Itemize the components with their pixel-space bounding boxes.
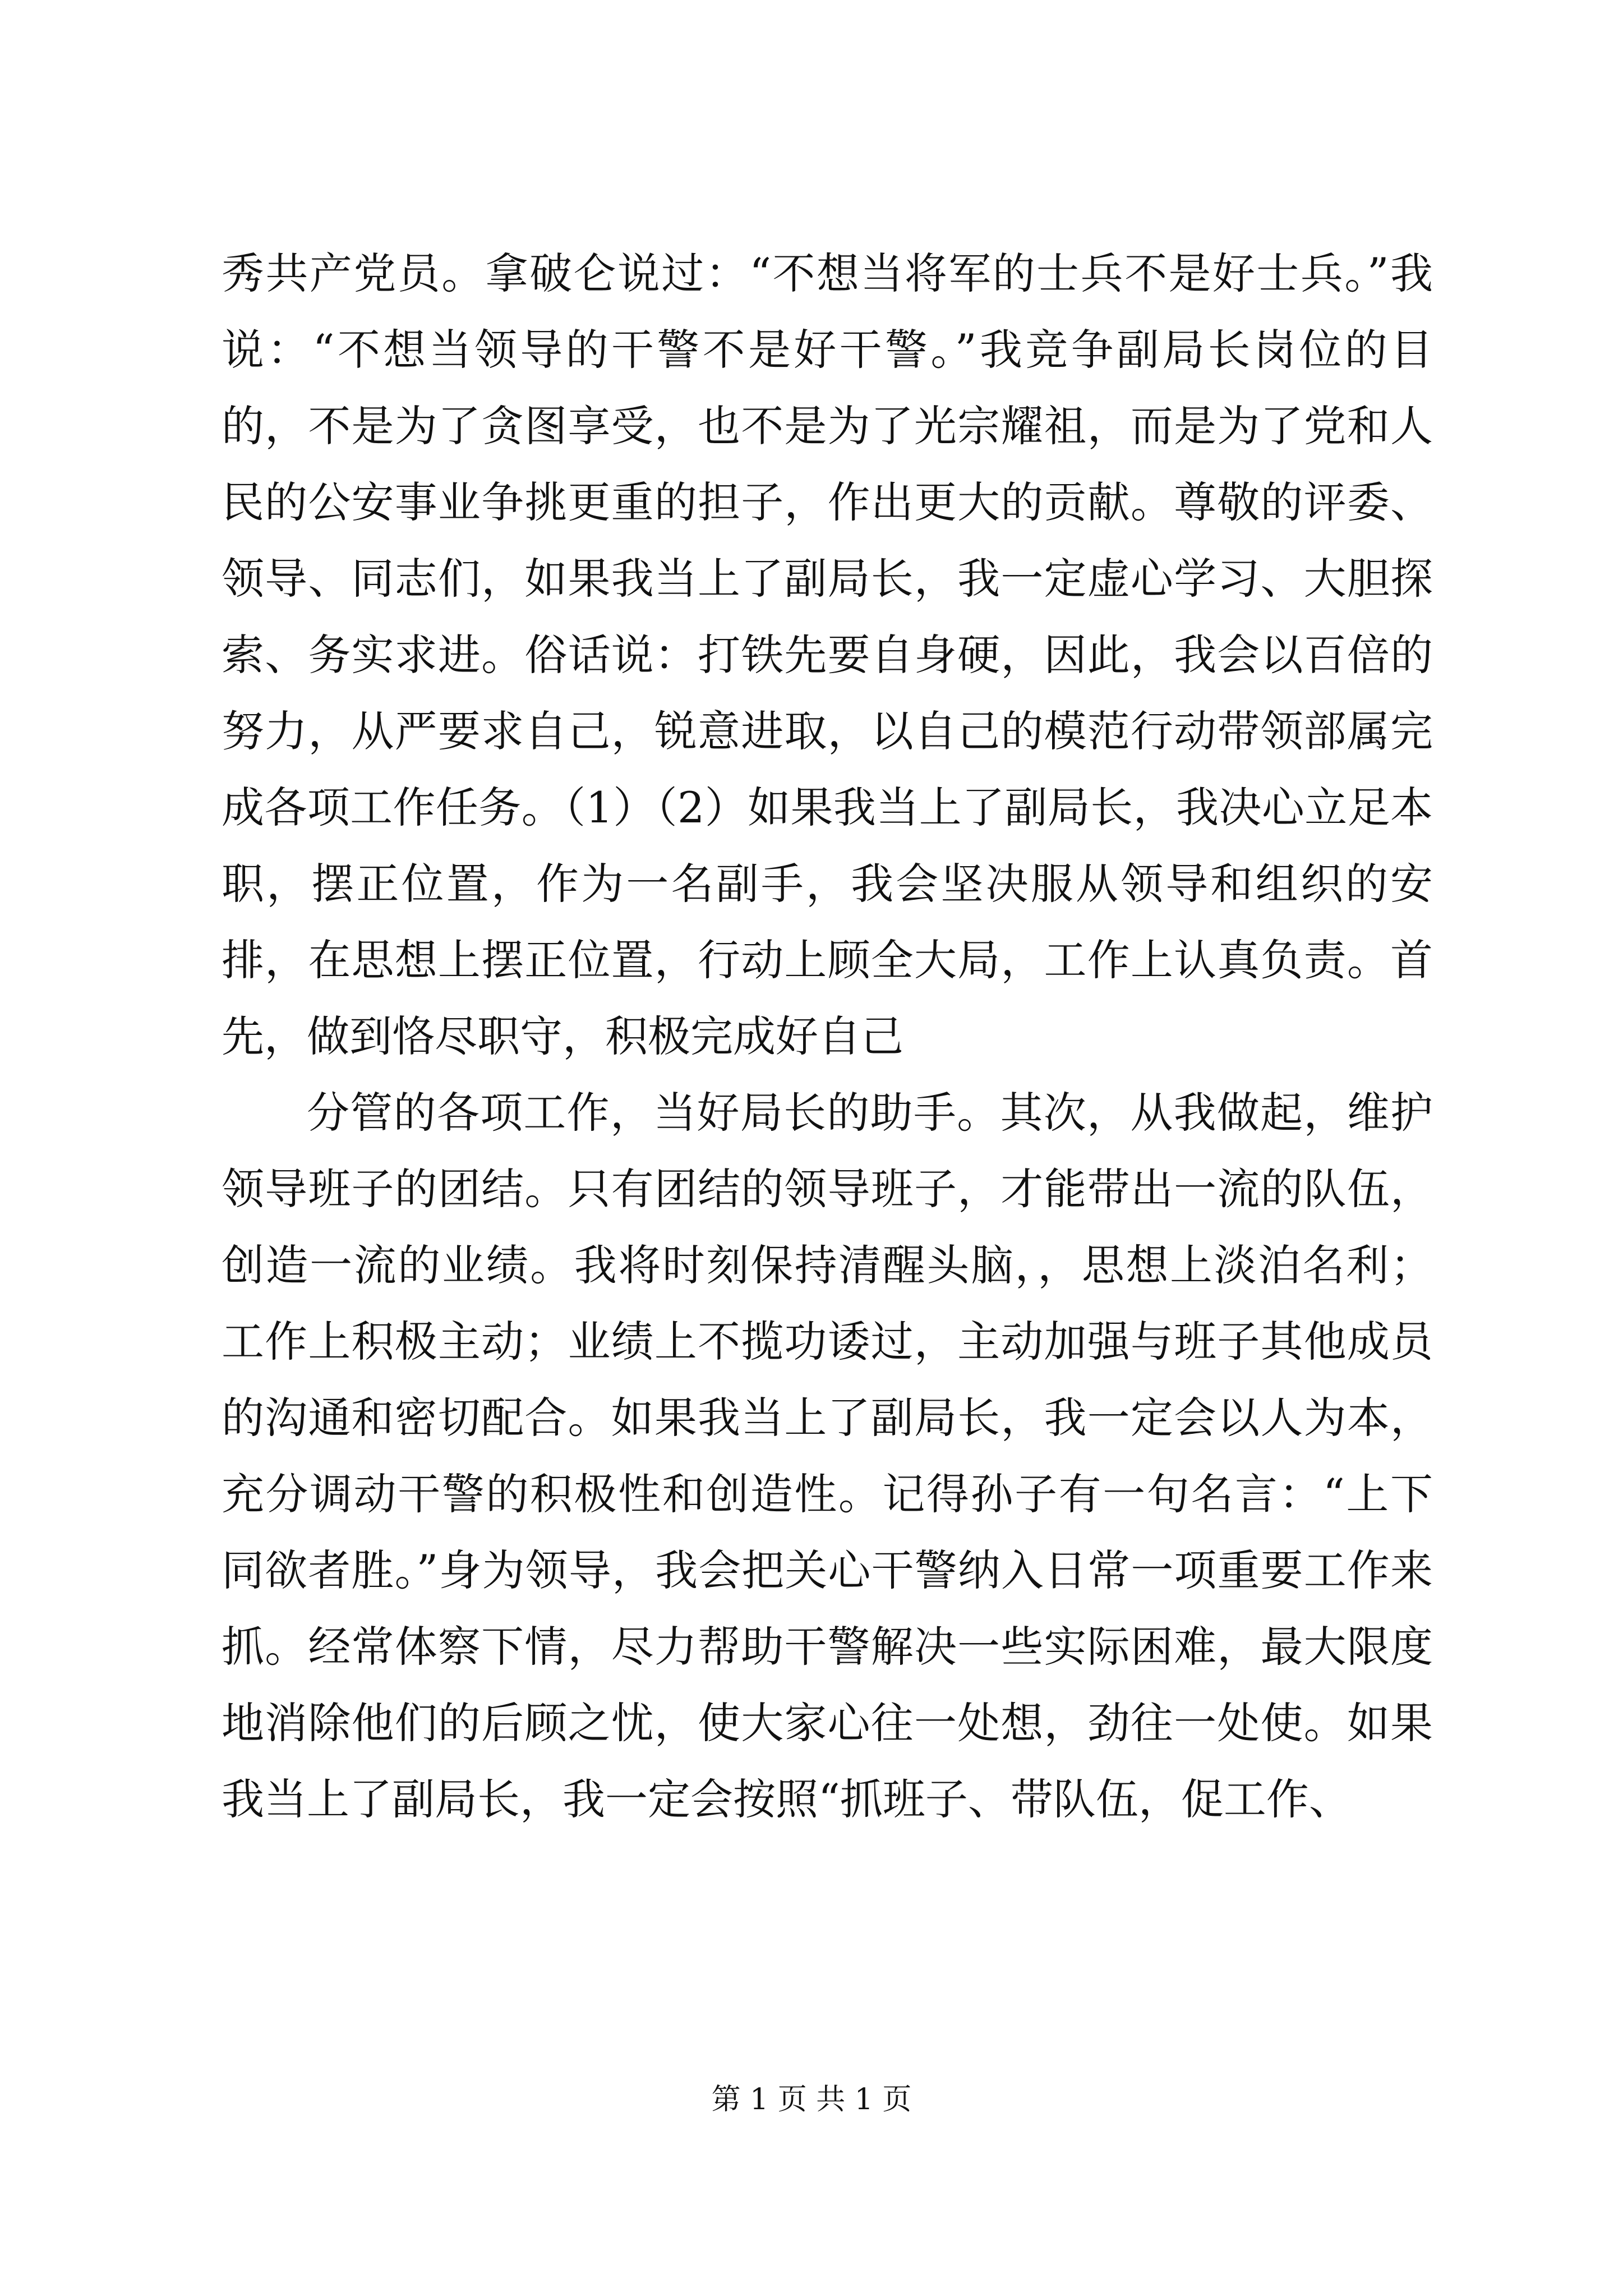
document-body: [222, 236, 1433, 1838]
paragraph-continuation: 秀共产党员。拿破仑说过：“不想当将军的士兵不是好士兵。”我说：“不想当领导的干警不是好干警。”我竞争副局长岗位的目的，不是为了贪图享受，也不是为了光宗耀祖，而是为了党和人民的公安事业争挑更重的担子，作出更大的贡献。尊敬的评委、领导、同志们，如果我当上了副局长，我一定虚心学习、大胆探索、务实求进。俗话说：打铁先要自身硬，因此，我会以百倍的努力，从严要求自己，锐意进取，以自己的模范行动带领部属完成各项工作任务。（1）（2）如果我当上了副局长，我决心立足本职，摆正位置，作为一名副手，我会坚决服从领导和组织的安排，在思想上摆正位置，行动上顾全大局，工作上认真负责。首先，做到恪尽职守，积极完成好自己: [222, 249, 1433, 1061]
paragraph-indented: 分管的各项工作，当好局长的助手。其次，从我做起，维护领导班子的团结。只有团结的领导班子，才能带出一流的队伍，创造一流的业绩。我将时刻保持清醒头脑，，思想上淡泊名利；工作上积极主动；业绩上不揽功诿过，主动加强与班子其他成员的沟通和密切配合。如果我当上了副局长，我一定会以人为本，充分调动干警的积极性和创造性。记得孙子有一句名言：“上下同欲者胜。”身为领导，我会把关心干警纳入日常一项重要工作来抓。经常体察下情，尽力帮助干警解决一些实际困难，最大限度地消除他们的后顾之忧，使大家心往一处想，劲往一处使。如果我当上了副局长，我一定会按照“抓班子、带队伍，促工作、: [222, 1088, 1433, 1824]
page-footer: 第 1 页 共 1 页: [711, 2083, 912, 2116]
